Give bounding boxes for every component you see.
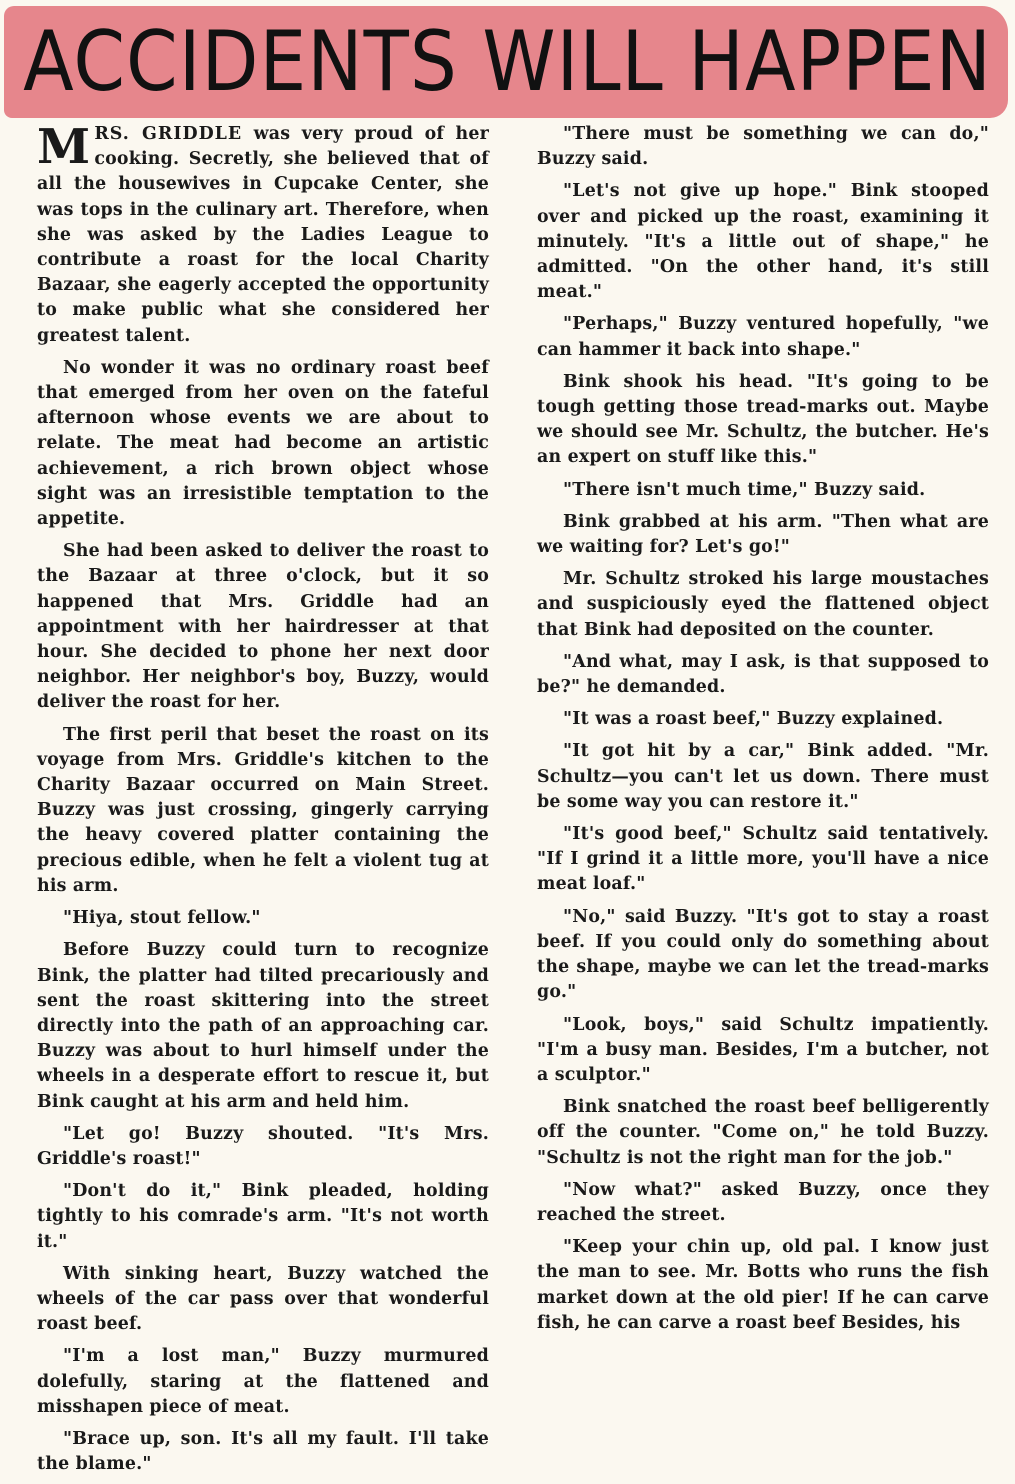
paragraph-text: was very proud of her cooking. Secretly, she believed that of all the housewives in Cupcake Center, she was tops in the culinary art. Therefore, when she was asked by the Ladies League to contribute a roast for the local Charity Bazaar, she eagerly accepted the opportunity to make public what she considered her greatest talent. (37, 124, 489, 346)
paragraph: "Don't do it," Bink pleaded, holding tightly to his comrade's arm. "It's not worth it." (37, 1181, 489, 1252)
paragraph: With sinking heart, Buzzy watched the wheels of the car pass over that wonderful roast beef. (37, 1263, 489, 1335)
opening-words: RS. GRIDDLE (94, 124, 243, 144)
story-title: ACCIDENTS WILL HAPPEN (23, 13, 992, 111)
paragraph: "There isn't much time," Buzzy said. (563, 479, 926, 500)
opening-paragraph (37, 119, 489, 349)
paragraph: "I'm a lost man," Buzzy murmured dolefully, staring at the flattened and misshapen piece of meat. (37, 1346, 489, 1417)
left-column (37, 119, 489, 1484)
paragraph: The first peril that beset the roast on its voyage from Mrs. Griddle's kitchen to the Charity Bazaar occurred on Main Street. Buzzy was just crossing, gingerly carrying the heavy covered platter containing the precious edible, when he felt a violent tug at his arm. (37, 724, 489, 896)
paragraph: No wonder it was no ordinary roast beef that emerged from her oven on the fateful afternoon whose events we are about to relate. The meat had become an artistic achievement, a rich brown object whose sight was an irresistible temptation to the appetite. (37, 357, 489, 530)
paragraph: She had been asked to deliver the roast to the Bazaar at three o'clock, but it so happened that Mrs. Griddle had an appointment with her hairdresser at that hour. She decided to phone her next door neighbor. Her neighbor's boy, Buzzy, would deliver the roast for her. (37, 541, 489, 713)
paragraph: "Perhaps," Buzzy ventured hopefully, "we can hammer it back into shape." (537, 314, 989, 360)
paragraph: Bink shook his head. "It's going to be tough getting those tread-marks out. Maybe we should see Mr. Schultz, the butcher. He's an expert on stuff like this." (537, 371, 989, 468)
paragraph: "Let's not give up hope." Bink stooped over and picked up the roast, examining it minutely. "It's a little out of shape," he admitted. "On the other hand, it's still meat." (537, 181, 989, 303)
paragraph: "There must be something we can do," Buzzy said. (537, 124, 989, 170)
paragraph: "Let go! Buzzy shouted. "It's Mrs. Griddle's roast!" (37, 1123, 489, 1169)
paragraph: "Look, boys," said Schultz impatiently. "I'm a busy man. Besides, I'm a butcher, not a sculptor." (537, 1014, 989, 1085)
paragraph: Before Buzzy could turn to recognize Bink, the platter had tilted precariously and sent the roast skittering into the street directly into the path of an approaching car. Buzzy was about to hurl himself under the wheels in a desperate effort to rescue it, but Bink caught at his arm and held him. (37, 940, 489, 1112)
paragraph: "It's good beef," Schultz said tentatively. "If I grind it a little more, you'll have a nice meat loaf." (537, 824, 989, 895)
paragraph: "Now what?" asked Buzzy, once they reached the street. (537, 1179, 989, 1225)
paragraph: Mr. Schultz stroked his large moustaches and suspiciously eyed the flattened object that Bink had deposited on the counter. (537, 569, 989, 640)
paragraph: "Brace up, son. It's all my fault. I'll take the blame." (37, 1428, 489, 1475)
paragraph: "It was a roast beef," Buzzy explained. (563, 709, 944, 730)
paragraph: "And what, may I ask, is that supposed to be?" he demanded. (537, 651, 989, 698)
drop-cap: M (37, 119, 91, 175)
paragraph: "Hiya, stout fellow." (63, 908, 261, 929)
right-column (537, 122, 989, 1343)
paragraph: "No," said Buzzy. "It's got to stay a roast beef. If you could only do something about the shape, maybe we can let the tread-marks go." (537, 906, 989, 1003)
paragraph: "It got hit by a car," Bink added. "Mr. Schultz—you can't let us down. There must be some way you can restore it." (537, 741, 989, 812)
paragraph: Bink grabbed at his arm. "Then what are we waiting for? Let's go!" (537, 511, 989, 558)
paragraph: Bink snatched the roast beef belligerently off the counter. "Come on," he told Buzzy. "Schultz is not the right man for the job." (537, 1097, 989, 1168)
paragraph: "Keep your chin up, old pal. I know just the man to see. Mr. Botts who runs the fish market down at the old pier! If he can carve fish, he can carve a roast beef Besides, his (537, 1237, 989, 1333)
